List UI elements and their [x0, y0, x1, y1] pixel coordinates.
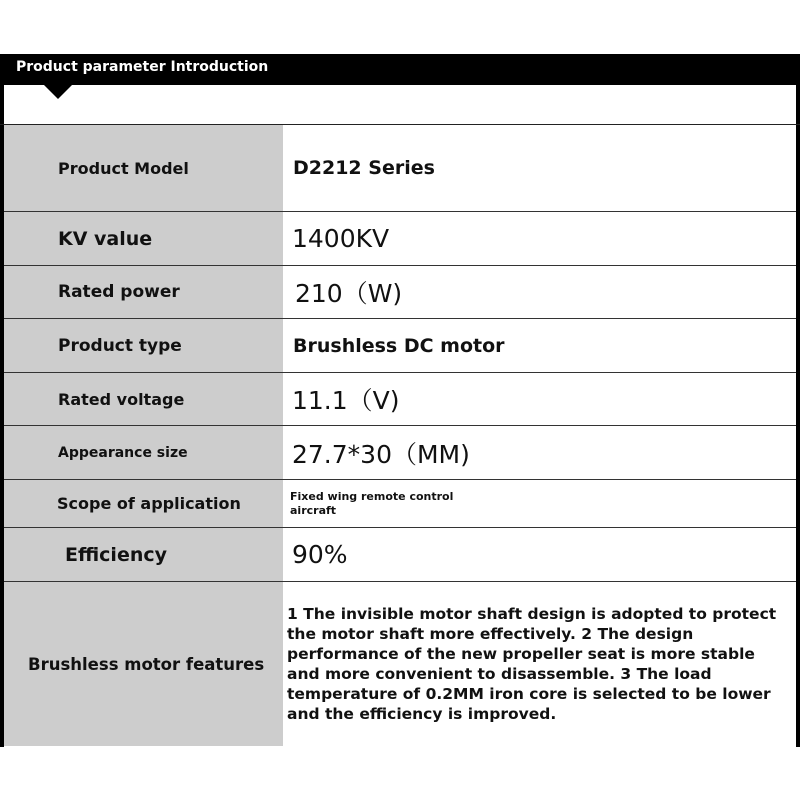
kv-value-label: KV value — [58, 227, 153, 250]
brushless-motor-features-label: Brushless motor features — [28, 654, 265, 674]
kv-value-value: 1400KV — [292, 224, 390, 253]
brushless-motor-features-value: 1 The invisible motor shaft design is adopted to protect the motor shaft more effectively. 2 The design performance of the new propeller seat is more stable and more convenient to disassemble. 3 The load temperature of 0.2MM iron core is selected to be lower and the efficiency is improved. — [287, 605, 777, 723]
row-label-cell — [4, 319, 283, 372]
row-value-cell — [283, 125, 796, 211]
appearance-size-value: 27.7*30（MM) — [292, 439, 470, 469]
product-model-value: D2212 Series — [293, 157, 435, 179]
product-model-label: Product Model — [58, 158, 189, 178]
row-value-cell — [283, 373, 796, 425]
header-bar — [0, 54, 800, 85]
table-row-brushless-motor-features — [4, 582, 796, 746]
right-frame-border — [796, 85, 800, 747]
row-value-cell — [283, 266, 796, 318]
row-label-cell — [4, 125, 283, 211]
product-type-label: Product type — [58, 335, 182, 356]
table-row-rated-power — [4, 266, 796, 319]
table-row-kv-value — [4, 212, 796, 266]
row-label-cell — [4, 212, 283, 265]
rated-power-label: Rated power — [58, 282, 180, 302]
row-value-cell — [283, 319, 796, 372]
row-label-cell — [4, 426, 283, 479]
efficiency-value: 90% — [292, 540, 348, 569]
table-row-efficiency — [4, 528, 796, 582]
rated-power-value: 210（W) — [295, 279, 403, 308]
page-title: Product parameter Introduction — [16, 59, 269, 75]
row-value-cell — [283, 426, 796, 479]
scope-of-application-label: Scope of application — [57, 494, 241, 513]
header-pointer-triangle — [44, 85, 72, 99]
table-row-scope-of-application — [4, 480, 796, 528]
table-row-rated-voltage — [4, 373, 796, 426]
row-value-cell — [283, 582, 796, 746]
row-label-cell — [4, 528, 283, 581]
efficiency-label: Efficiency — [65, 543, 168, 566]
row-label-cell — [4, 480, 283, 527]
scope-of-application-value: Fixed wing remote control aircraft — [290, 489, 454, 517]
row-label-cell — [4, 266, 283, 318]
table-row-appearance-size — [4, 426, 796, 480]
product-type-value: Brushless DC motor — [293, 334, 505, 357]
row-label-cell — [4, 373, 283, 425]
rated-voltage-label: Rated voltage — [58, 389, 185, 409]
rated-voltage-value: 11.1（V) — [292, 386, 400, 415]
row-value-cell — [283, 212, 796, 265]
table-row-product-model — [4, 125, 796, 212]
row-label-cell — [4, 582, 283, 746]
row-value-cell — [283, 528, 796, 581]
table-row-product-type — [4, 319, 796, 373]
row-value-cell — [283, 480, 796, 527]
appearance-size-label: Appearance size — [58, 444, 188, 461]
